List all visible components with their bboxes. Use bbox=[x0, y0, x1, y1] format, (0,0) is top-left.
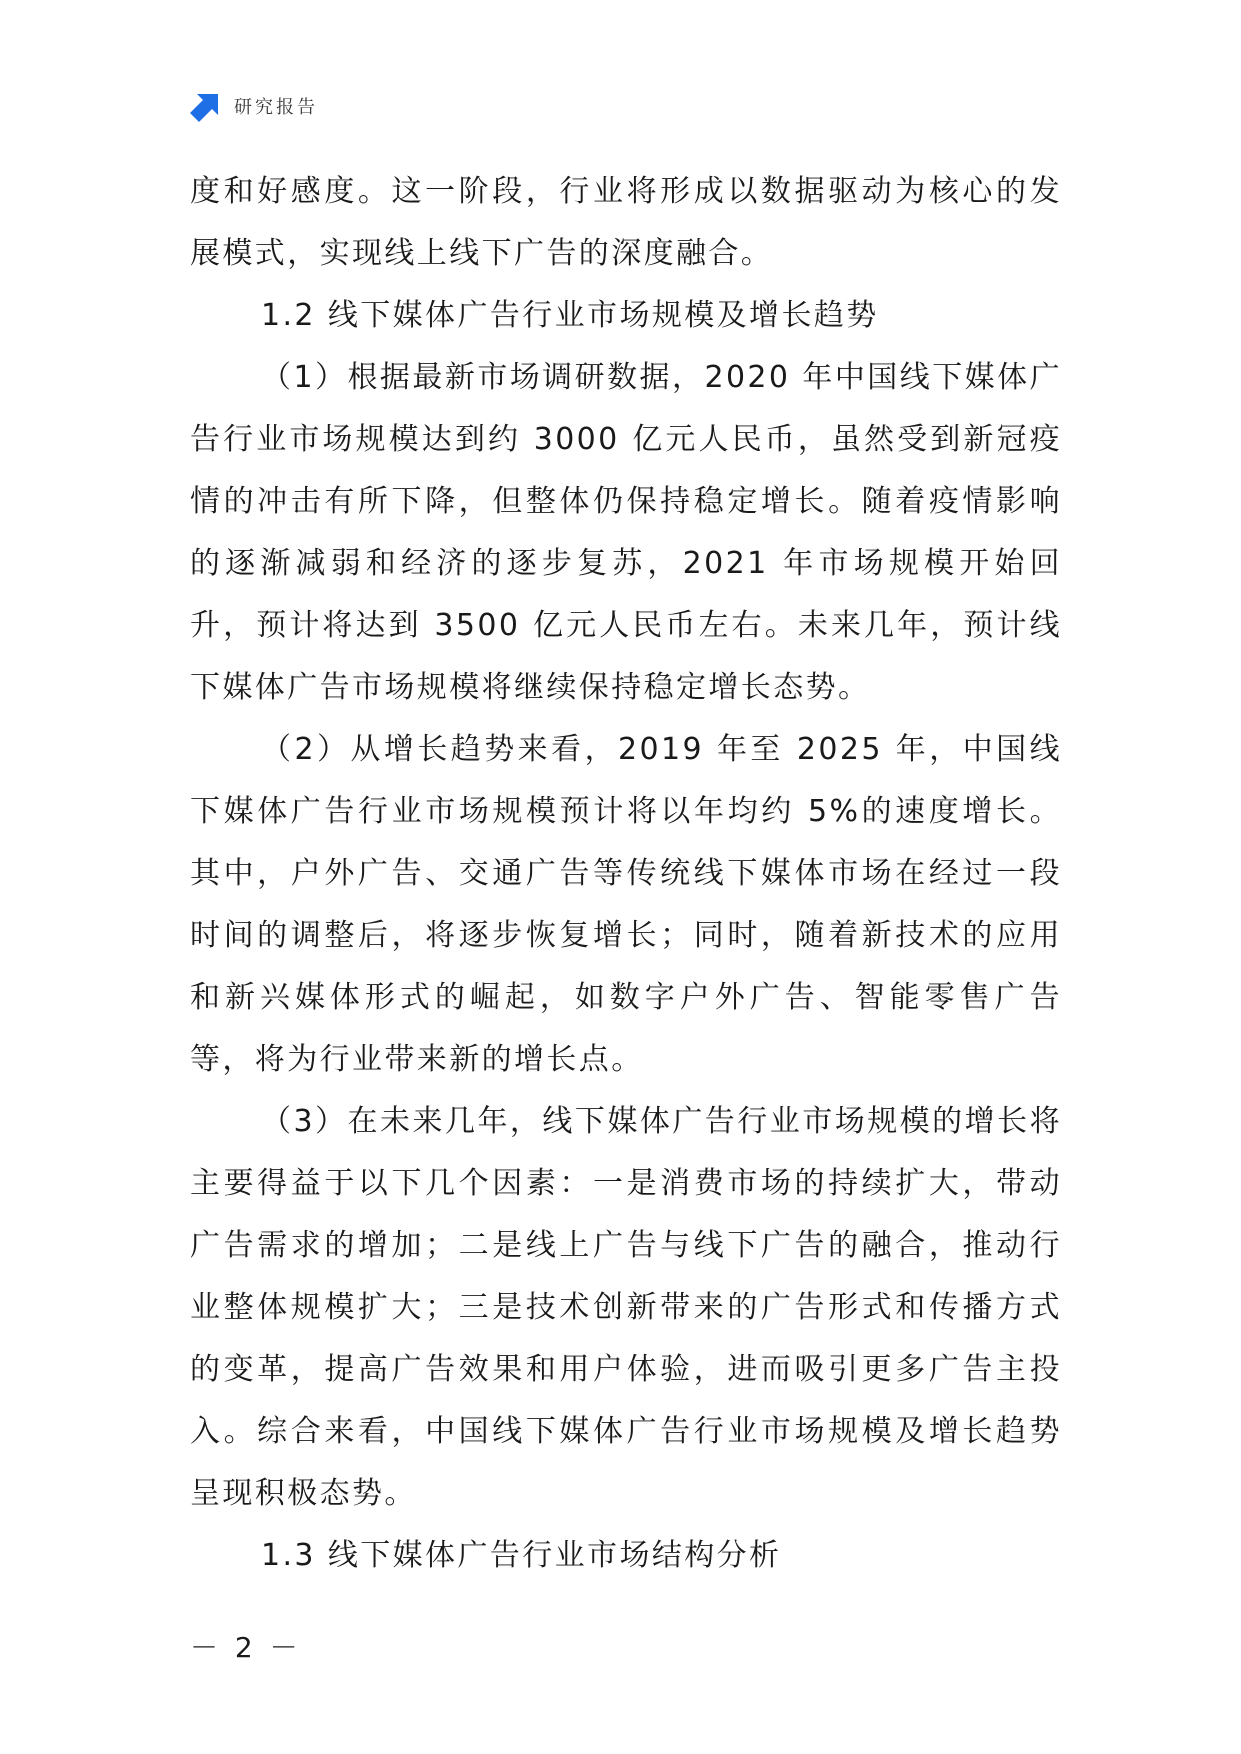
paragraph-item-3: （3）在未来几年，线下媒体广告行业市场规模的增长将主要得益于以下几个因素：一是消费市场的持续扩大，带动广告需求的增加；二是线上广告与线下广告的融合，推动行业整体规模扩大；三是技术创新带来的广告形式和传播方式的变革，提高广告效果和用户体验，进而吸引更多广告主投入。综合来看，中国线下媒体广告行业市场规模及增长趋势呈现积极态势。 bbox=[190, 1104, 1062, 1511]
page-number: － 2 － bbox=[190, 1631, 302, 1664]
page-header bbox=[190, 88, 318, 124]
section-heading-1-3: 1.3 线下媒体广告行业市场结构分析 bbox=[261, 1538, 782, 1573]
paragraph-continuation: 度和好感度。这一阶段，行业将形成以数据驱动为核心的发展模式，实现线上线下广告的深度融合。 bbox=[190, 174, 1062, 271]
document-body bbox=[190, 161, 1062, 1587]
section-heading-1-2: 1.2 线下媒体广告行业市场规模及增长趋势 bbox=[261, 298, 879, 333]
arrow-up-right-logo-icon bbox=[190, 90, 222, 122]
paragraph-item-2: （2）从增长趋势来看，2019 年至 2025 年，中国线下媒体广告行业市场规模预计将以年均约 5%的速度增长。其中，户外广告、交通广告等传统线下媒体市场在经过一段时间的调整后，将逐步恢复增长；同时，随着新技术的应用和新兴媒体形式的崛起，如数字户外广告、智能零售广告等，将为行业带来新的增长点。 bbox=[190, 732, 1062, 1077]
paragraph-item-1: （1）根据最新市场调研数据，2020 年中国线下媒体广告行业市场规模达到约 3000 亿元人民币，虽然受到新冠疫情的冲击有所下降，但整体仍保持稳定增长。随着疫情影响的逐渐减弱和经济的逐步复苏，2021 年市场规模开始回升，预计将达到 3500 亿元人民币左右。未来几年，预计线下媒体广告市场规模将继续保持稳定增长态势。 bbox=[190, 360, 1062, 705]
header-title: 研究报告 bbox=[234, 97, 318, 118]
